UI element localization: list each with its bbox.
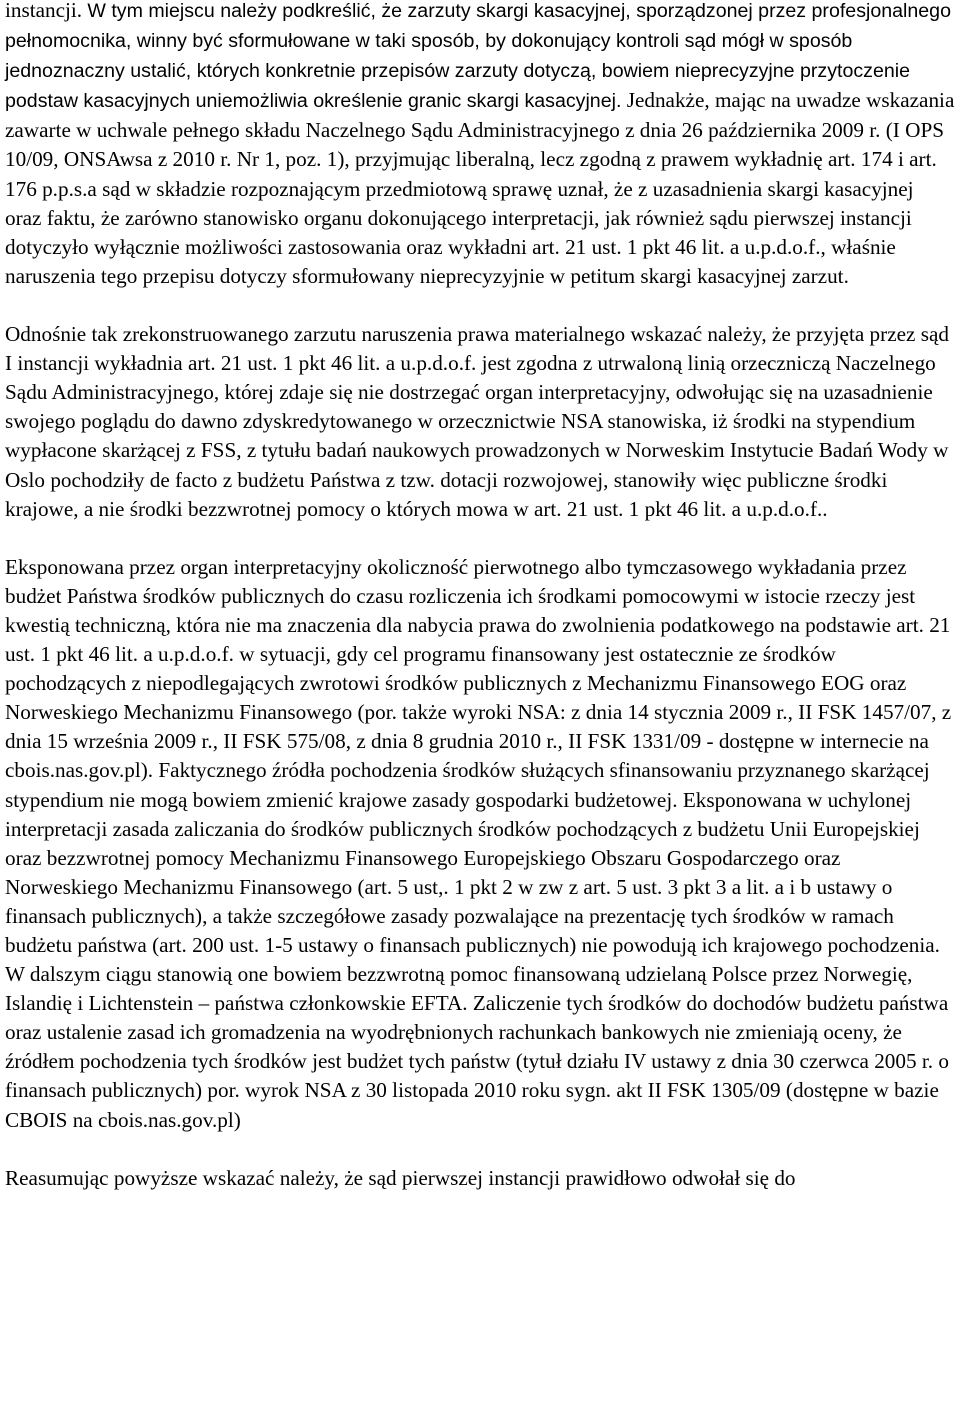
paragraph-gap xyxy=(5,1135,955,1164)
paragraph-3: Eksponowana przez organ interpretacyjny okoliczność pierwotnego albo tymczasowego wykładania przez budżet Państwa środków publicznych do czasu rozliczenia ich środkami pomocowymi w istocie rzeczy jest kwestią techniczną, która nie ma znaczenia dla nabycia prawa do zwolnienia podatkowego na podstawie art. 21 ust. 1 pkt 46 lit. a u.p.d.o.f. w sytuacji, gdy cel programu finansowany jest ostatecznie ze środków pochodzących z niepodlegających zwrotowi środków publicznych z Mechanizmu Finansowego EOG oraz Norweskiego Mechanizmu Finansowego (por. także wyroki NSA: z dnia 14 stycznia 2009 r., II FSK 1457/07, z dnia 15 września 2009 r., II FSK 575/08, z dnia 8 grudnia 2010 r., II FSK 1331/09 - dostępne w internecie na cbois.nas.gov.pl). Faktycznego źródła pochodzenia środków służących sfinansowaniu przyznanego skarżącej stypendium nie mogą bowiem zmienić krajowe zasady gospodarki budżetowej. Eksponowana w uchylonej interpretacji zasada zaliczania do środków publicznych środków pochodzących z budżetu Unii Europejskiej oraz bezzwrotnej pomocy Mechanizmu Finansowego Europejskiego Obszaru Gospodarczego oraz Norweskiego Mechanizmu Finansowego (art. 5 ust,. 1 pkt 2 w zw z art. 5 ust. 3 pkt 3 a lit. a i b ustawy o finansach publicznych), a także szczegółowe zasady pozwalające na prezentację tych środków w ramach budżetu państwa (art. 200 ust. 1-5 ustawy o finansach publicznych) nie powodują ich krajowego pochodzenia. W dalszym ciągu stanowią one bowiem bezzwrotną pomoc finansowaną udzielaną Polsce przez Norwegię, Islandię i Lichtenstein – państwa członkowskie EFTA. Zaliczenie tych środków do dochodów budżetu państwa oraz ustalenie zasad ich gromadzenia na wyodrębnionych rachunkach bankowych nie zmieniają oceny, że źródłem pochodzenia tych środków jest budżet tych państw (tytuł działu IV ustawy z dnia 30 czerwca 2005 r. o finansach publicznych) por. wyrok NSA z 30 listopada 2010 roku sygn. akt II FSK 1305/09 (dostępne w bazie CBOIS na cbois.nas.gov.pl) xyxy=(5,554,952,1132)
paragraph-gap xyxy=(5,524,955,553)
paragraph-1-lead: instancji. xyxy=(5,0,88,22)
paragraph-1-body: Jednakże, mając na uwadze wskazania zawarte w uchwale pełnego składu Naczelnego Sądu Administracyjnego z dnia 26 października 2009 r. (I OPS 10/09, ONSAwsa z 2010 r. Nr 1, poz. 1), przyjmując liberalną, lecz zgodną z prawem wykładnię art. 174 i art. 176 p.p.s.a sąd w składzie rozpoznającym przedmiotową sprawę uznał, że z uzasadnienia skargi kasacyjnej oraz faktu, że zarówno stanowisko organu dokonującego interpretacji, jak również sądu pierwszej instancji dotyczyło wyłącznie możliwości zastosowania oraz wykładni art. 21 ust. 1 pkt 46 lit. a u.p.d.o.f., właśnie naruszenia tego przepisu dotyczy sformułowany nieprecyzyjnie w petitum skargi kasacyjnej zarzut. xyxy=(5,88,955,288)
paragraph-2: Odnośnie tak zrekonstruowanego zarzutu naruszenia prawa materialnego wskazać należy, że przyjęta przez sąd I instancji wykładnia art. 21 ust. 1 pkt 46 lit. a u.p.d.o.f. jest zgodna z utrwaloną linią orzeczniczą Naczelnego Sądu Administracyjnego, której zdaje się nie dostrzegać organ interpretacyjny, odwołując się na uzasadnienie swojego poglądu do dawno zdyskredytowanego w orzecznictwie NSA stanowiska, iż środki na stypendium wypłacone skarżącej z FSS, z tytułu badań naukowych prowadzonych w Norweskim Instytucie Badań Wody w Oslo pochodziły de facto z budżetu Państwa z tzw. dotacji rozwojowej, stanowiły więc publiczne środki krajowe, a nie środki bezzwrotnej pomocy o których mowa w art. 21 ust. 1 pkt 46 lit. a u.p.d.o.f.. xyxy=(5,322,949,521)
paragraph-gap xyxy=(5,291,955,320)
document-page xyxy=(5,0,955,1193)
paragraph-1 xyxy=(5,0,955,291)
paragraph-4: Reasumując powyższe wskazać należy, że sąd pierwszej instancji prawidłowo odwołał się do xyxy=(5,1165,796,1190)
paragraph-1-emphasis: W tym miejscu należy podkreślić, że zarzuty skargi kasacyjnej, sporządzonej przez profesjonalnego pełnomocnika, winny być sformułowane w taki sposób, by dokonujący kontroli sąd mógł w sposób jednoznaczny ustalić, których konkretnie przepisów zarzuty dotyczą, bowiem nieprecyzyjne przytoczenie podstaw kasacyjnych uniemożliwia określenie granic skargi kasacyjnej. xyxy=(5,0,951,113)
